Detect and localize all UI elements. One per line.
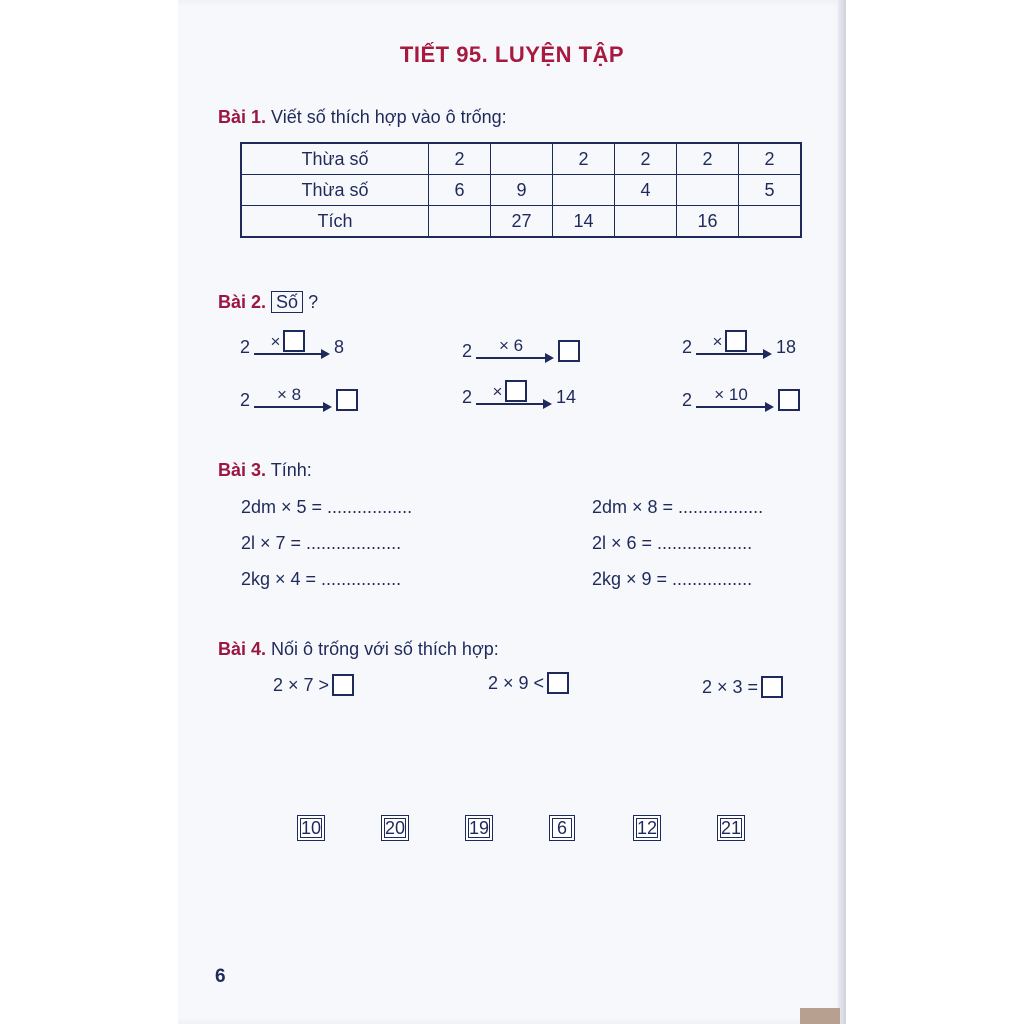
number-box[interactable]: 10 bbox=[297, 815, 325, 841]
start-value: 2 bbox=[240, 390, 251, 410]
bai4-item bbox=[702, 676, 783, 698]
calc-item[interactable]: 2l × 6 = ................... bbox=[592, 533, 753, 553]
bai2-item bbox=[682, 332, 797, 358]
so-box: Số bbox=[271, 291, 303, 313]
bai2-item bbox=[240, 332, 345, 358]
page-edge bbox=[838, 0, 846, 1024]
table-cell[interactable]: 14 bbox=[553, 206, 615, 238]
bai3-text: Tính: bbox=[270, 460, 312, 480]
number-box[interactable]: 12 bbox=[633, 815, 661, 841]
table-cell[interactable] bbox=[429, 206, 491, 238]
bai2-item bbox=[682, 385, 800, 411]
result-value: 8 bbox=[334, 337, 345, 357]
arrow bbox=[476, 382, 552, 408]
table-cell[interactable]: 6 bbox=[429, 175, 491, 206]
table-cell[interactable]: 4 bbox=[615, 175, 677, 206]
row-label: Thừa số bbox=[241, 175, 429, 206]
table-row bbox=[241, 143, 801, 175]
row-label: Tích bbox=[241, 206, 429, 238]
bai4-label: Bài 4. bbox=[218, 639, 267, 659]
table-cell[interactable] bbox=[739, 206, 802, 238]
answer-box[interactable] bbox=[761, 676, 783, 698]
page-number: 6 bbox=[215, 966, 226, 987]
bai2-item bbox=[240, 385, 358, 411]
table-cell[interactable] bbox=[553, 175, 615, 206]
arrow-head-icon bbox=[543, 399, 552, 409]
arrow bbox=[696, 385, 774, 411]
row-label: Thừa số bbox=[241, 143, 429, 175]
answer-box[interactable] bbox=[505, 380, 527, 402]
arrow-head-icon bbox=[765, 402, 774, 412]
table-cell[interactable] bbox=[491, 143, 553, 175]
result-value: 18 bbox=[776, 337, 797, 357]
table-cell[interactable]: 9 bbox=[491, 175, 553, 206]
calc-item[interactable]: 2dm × 5 = ................. bbox=[241, 497, 413, 517]
table-cell[interactable] bbox=[677, 175, 739, 206]
answer-box[interactable] bbox=[336, 389, 358, 411]
bai3-label: Bài 3. bbox=[218, 460, 267, 480]
bai1-table bbox=[240, 142, 802, 238]
answer-box[interactable] bbox=[725, 330, 747, 352]
bai4-heading bbox=[218, 639, 499, 660]
table-row bbox=[241, 206, 801, 238]
multiply-sign: × bbox=[712, 332, 723, 351]
compare-expression: 2 × 3 = bbox=[702, 677, 759, 697]
arrow bbox=[254, 385, 332, 411]
table-cell[interactable] bbox=[615, 206, 677, 238]
result-value: 14 bbox=[556, 387, 577, 407]
bai2-heading bbox=[218, 291, 318, 313]
table-cell[interactable]: 2 bbox=[677, 143, 739, 175]
bai1-heading bbox=[218, 107, 507, 128]
compare-expression: 2 × 7 > bbox=[273, 675, 330, 695]
arrow-head-icon bbox=[323, 402, 332, 412]
operator-label: × 8 bbox=[276, 385, 302, 404]
bai2-item bbox=[462, 336, 580, 362]
operator-label: × 10 bbox=[714, 385, 748, 404]
bai4-item bbox=[488, 672, 569, 694]
calc-item[interactable]: 2kg × 4 = ................ bbox=[241, 569, 402, 589]
table-cell[interactable]: 2 bbox=[615, 143, 677, 175]
start-value: 2 bbox=[240, 337, 251, 357]
answer-box[interactable] bbox=[332, 674, 354, 696]
answer-box[interactable] bbox=[778, 389, 800, 411]
arrow bbox=[696, 332, 772, 358]
start-value: 2 bbox=[462, 387, 473, 407]
page-title: TIẾT 95. LUYỆN TẬP bbox=[399, 42, 625, 67]
table-cell[interactable]: 2 bbox=[553, 143, 615, 175]
number-box[interactable]: 21 bbox=[717, 815, 745, 841]
compare-expression: 2 × 9 < bbox=[488, 673, 545, 693]
question-mark: ? bbox=[308, 292, 319, 312]
bai2-item bbox=[462, 382, 577, 408]
arrow-head-icon bbox=[321, 349, 330, 359]
number-box[interactable]: 20 bbox=[381, 815, 409, 841]
bai4-item bbox=[273, 674, 354, 696]
operator-label: × 6 bbox=[498, 336, 524, 355]
calc-item[interactable]: 2l × 7 = ................... bbox=[241, 533, 402, 553]
bai4-text: Nối ô trống với số thích hợp: bbox=[271, 639, 499, 659]
arrow bbox=[476, 336, 554, 362]
table-cell[interactable]: 16 bbox=[677, 206, 739, 238]
arrow-head-icon bbox=[545, 353, 554, 363]
bai1-text: Viết số thích hợp vào ô trống: bbox=[271, 107, 507, 127]
multiply-sign: × bbox=[492, 382, 503, 401]
multiply-sign: × bbox=[270, 332, 281, 351]
bai3-heading bbox=[218, 460, 312, 481]
table-cell[interactable]: 2 bbox=[429, 143, 491, 175]
page-corner bbox=[800, 1008, 840, 1024]
number-box[interactable]: 6 bbox=[549, 815, 575, 841]
start-value: 2 bbox=[462, 341, 473, 361]
arrow-head-icon bbox=[763, 349, 772, 359]
table-cell[interactable]: 27 bbox=[491, 206, 553, 238]
bai1-label: Bài 1. bbox=[218, 107, 267, 127]
bai2-label: Bài 2. bbox=[218, 292, 267, 312]
table-row bbox=[241, 175, 801, 206]
calc-item[interactable]: 2kg × 9 = ................ bbox=[592, 569, 753, 589]
answer-box[interactable] bbox=[547, 672, 569, 694]
start-value: 2 bbox=[682, 390, 693, 410]
answer-box[interactable] bbox=[283, 330, 305, 352]
answer-box[interactable] bbox=[558, 340, 580, 362]
start-value: 2 bbox=[682, 337, 693, 357]
arrow bbox=[254, 332, 330, 358]
table-cell[interactable]: 5 bbox=[739, 175, 802, 206]
calc-item[interactable]: 2dm × 8 = ................. bbox=[592, 497, 764, 517]
number-box[interactable]: 19 bbox=[465, 815, 493, 841]
table-cell[interactable]: 2 bbox=[739, 143, 802, 175]
